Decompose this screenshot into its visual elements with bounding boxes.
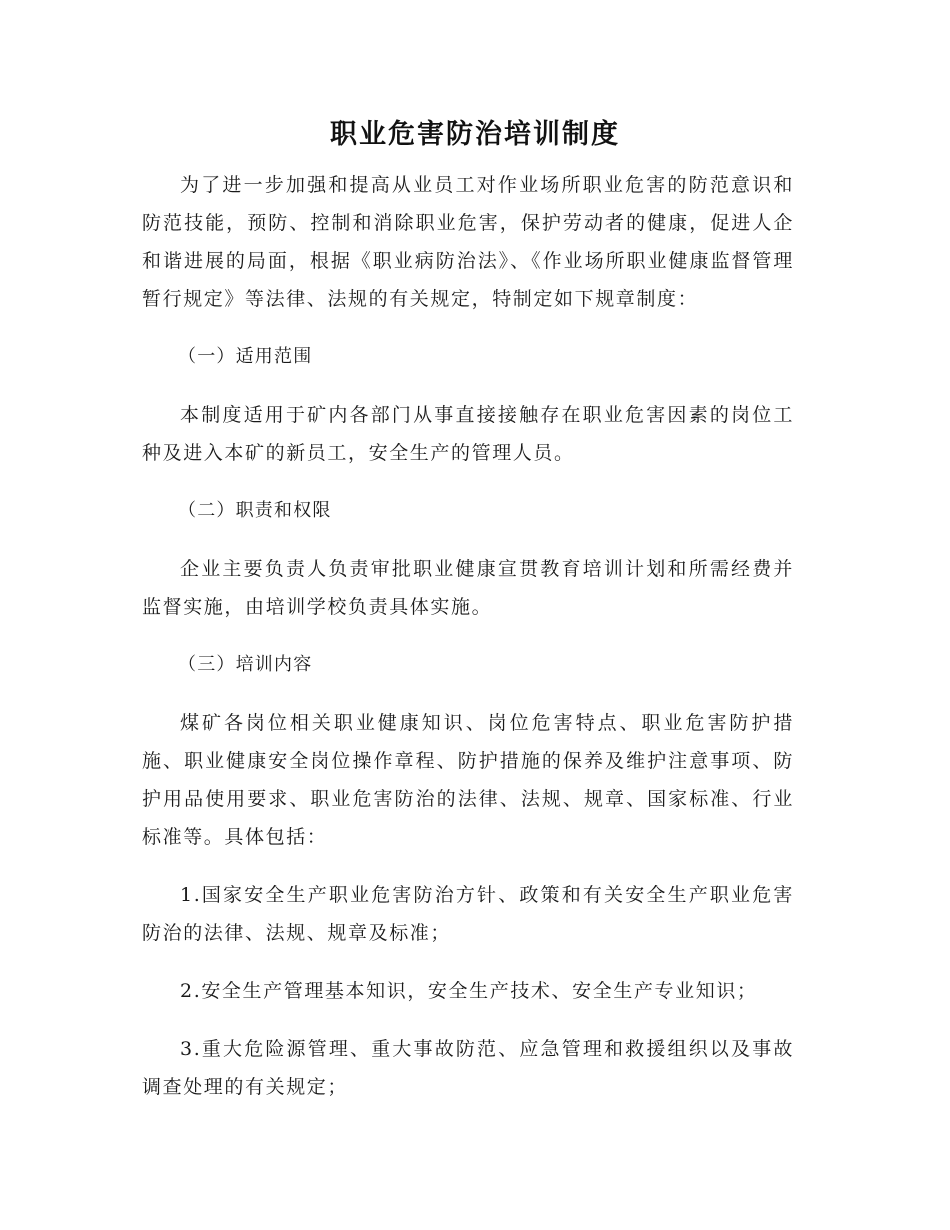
section-heading-responsibilities: （二）职责和权限: [178, 500, 332, 521]
section-body-scope: 本制度适用于矿内各部门从事直接接触存在职业危害因素的岗位工种及进入本矿的新员工，安全生产的管理人员。: [142, 404, 794, 464]
document-body: [142, 166, 794, 1126]
section-body-training-content: 煤矿各岗位相关职业健康知识、岗位危害特点、职业危害防护措施、职业健康安全岗位操作章程、防护措施的保养及维护注意事项、防护用品使用要求、职业危害防治的法律、法规、规章、国家标准、行业标准等。具体包括：: [142, 712, 794, 848]
section-heading-training-content: （三）培训内容: [178, 654, 313, 675]
list-item: 2.安全生产管理基本知识，安全生产技术、安全生产专业知识；: [180, 980, 758, 1002]
list-item: 1.国家安全生产职业危害防治方针、政策和有关安全生产职业危害防治的法律、法规、规章及标准；: [142, 884, 794, 944]
intro-paragraph: 为了进一步加强和提高从业员工对作业场所职业危害的防范意识和防范技能，预防、控制和消除职业危害，保护劳动者的健康，促进人企和谐进展的局面，根据《职业病防治法》、《作业场所职业健康监督管理暂行规定》等法律、法规的有关规定，特制定如下规章制度：: [142, 174, 794, 310]
section-body-responsibilities: 企业主要负责人负责审批职业健康宣贯教育培训计划和所需经费并监督实施，由培训学校负责具体实施。: [142, 558, 794, 618]
section-heading-scope: （一）适用范围: [178, 346, 313, 367]
list-item: 3.重大危险源管理、重大事故防范、应急管理和救援组织以及事故调查处理的有关规定；: [142, 1038, 794, 1098]
document-title: 职业危害防治培训制度: [330, 119, 620, 150]
